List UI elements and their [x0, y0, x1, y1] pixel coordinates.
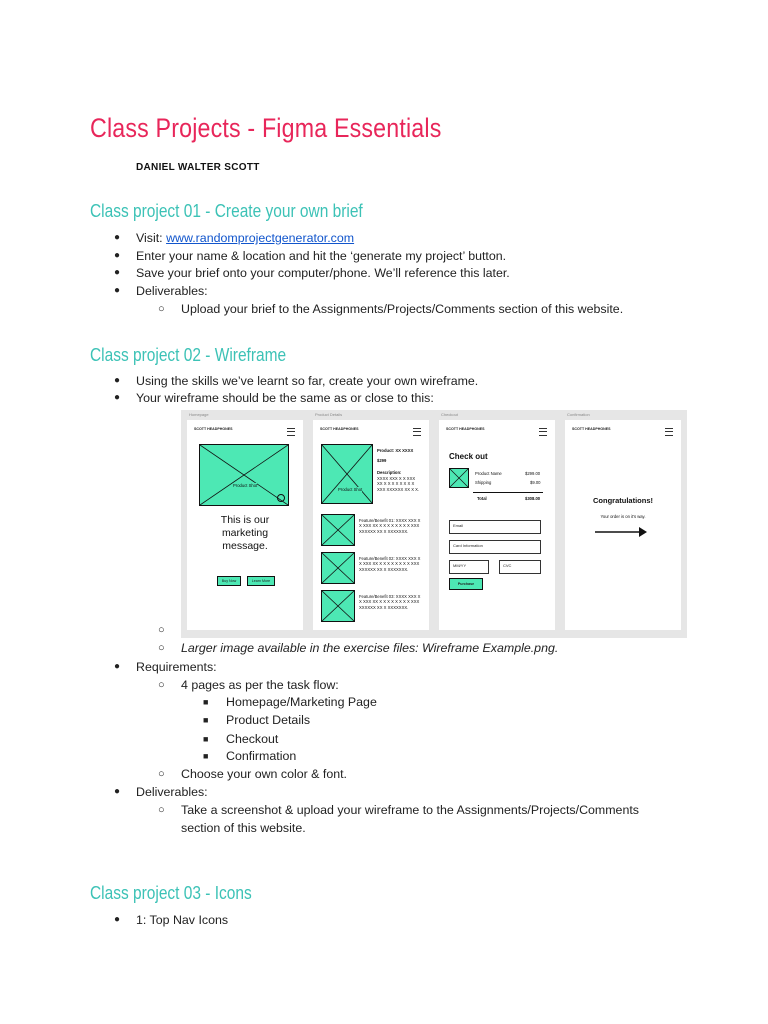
feature-image-1	[321, 514, 355, 546]
square-bullet-icon: ■	[203, 734, 209, 744]
author-name: DANIEL WALTER SCOTT	[136, 162, 260, 173]
page-title: Class Projects - Figma Essentials	[90, 113, 442, 143]
product-shot-placeholder	[321, 444, 373, 504]
sub-bullet-icon: ○	[158, 303, 165, 315]
description-text: XXXX XXX X X XXX XX X X X X X X X X XXX XXXXXX XX X X.	[377, 476, 420, 492]
product-shot-placeholder	[199, 444, 289, 506]
sub-bullet-icon: ○	[158, 642, 165, 654]
bullet-icon: ●	[114, 786, 121, 797]
sub-bullet-icon: ○	[158, 624, 165, 636]
product-name: Product: XX XXXX	[377, 448, 414, 453]
bullet-icon: ●	[114, 267, 121, 278]
menu-icon	[287, 428, 295, 436]
wireframe-screen-checkout	[439, 420, 555, 630]
congratulations-heading: Congratulations!	[593, 496, 653, 505]
sub-bullet-icon: ○	[158, 804, 165, 816]
product-shot-label: Product Shot	[233, 483, 258, 488]
screen-label-product-details: Product Details	[315, 412, 343, 417]
marketing-message: This is our marketing message.	[220, 514, 270, 552]
card-information-field: Card Information	[449, 540, 541, 554]
screen-label-checkout: Checkout	[441, 412, 458, 417]
bullet-icon: ●	[114, 661, 121, 672]
bullet-icon: ●	[114, 914, 121, 925]
menu-icon	[413, 428, 421, 436]
shipping-label: Shipping	[475, 480, 492, 485]
product-price: $299	[377, 458, 387, 463]
menu-icon	[665, 428, 673, 436]
project-01-heading: Class project 01 - Create your own brief	[90, 201, 363, 221]
learn-more-button: Learn More	[247, 576, 275, 586]
arrow-right-icon	[595, 526, 647, 538]
product-shot-label: Product Shot	[338, 487, 363, 492]
bullet-icon: ●	[114, 375, 121, 386]
feature-image-3	[321, 590, 355, 622]
email-field: Email	[449, 520, 541, 534]
product-price-value: $299.00	[525, 471, 541, 476]
mmyy-field: MM/YY	[449, 560, 489, 574]
feature-image-2	[321, 552, 355, 584]
feature-benefit-2: Feature/Benefit 02: XXXX XXX X X XXX XX X X X X X X X X XXX XXXXXX XX X XXXXXXX.	[359, 556, 421, 572]
bullet-icon: ●	[114, 392, 121, 403]
brand-label: SCOTT HEADPHONES	[320, 427, 359, 431]
square-bullet-icon: ■	[203, 697, 209, 707]
square-bullet-icon: ■	[203, 751, 209, 761]
feature-benefit-3: Feature/Benefit 03: XXXX XXX X X XXX XX X X X X X X X X XXX XXXXXX XX X XXXXXXX.	[359, 594, 421, 610]
visit-label: Visit:	[136, 231, 167, 245]
wireframe-screen-product-details	[313, 420, 429, 630]
zoom-icon	[277, 494, 285, 502]
total-price-value: $308.00	[525, 496, 541, 501]
purchase-button: Purchase	[449, 578, 483, 590]
project-03-heading: Class project 03 - Icons	[90, 883, 252, 903]
wireframe-example-image	[181, 410, 687, 638]
bullet-icon: ●	[114, 232, 121, 243]
random-project-generator-link[interactable]: www.randomprojectgenerator.com	[166, 231, 355, 245]
shipping-price-value: $9.00	[530, 480, 541, 485]
cart-item-image	[449, 468, 469, 488]
project-02-heading: Class project 02 - Wireframe	[90, 345, 287, 365]
square-bullet-icon: ■	[203, 715, 209, 725]
product-name-label: Product Name	[475, 471, 502, 476]
sub-bullet-icon: ○	[158, 768, 165, 780]
bullet-icon: ●	[114, 285, 121, 296]
screen-label-confirmation: Confirmation	[567, 412, 590, 417]
total-label: Total	[477, 496, 487, 501]
order-status-text: Your order is on it's way.	[600, 514, 646, 519]
feature-benefit-1: Feature/Benefit 01: XXXX XXX X X XXX XX X X X X X X X X XXX XXXXXX XX X XXXXXXX.	[359, 518, 421, 534]
sub-bullet-icon: ○	[158, 679, 165, 691]
checkout-heading: Check out	[449, 452, 488, 461]
wireframe-screen-homepage	[187, 420, 303, 630]
brand-label: SCOTT HEADPHONES	[194, 427, 233, 431]
buy-now-button: Buy Now	[217, 576, 241, 586]
wireframe-screen-confirmation	[565, 420, 681, 630]
menu-icon	[539, 428, 547, 436]
brand-label: SCOTT HEADPHONES	[446, 427, 485, 431]
description-label: Description:	[377, 470, 402, 475]
brand-label: SCOTT HEADPHONES	[572, 427, 611, 431]
divider	[473, 492, 543, 493]
cvc-field: CVC	[499, 560, 541, 574]
screen-label-homepage: Homepage	[189, 412, 209, 417]
bullet-icon: ●	[114, 250, 121, 261]
